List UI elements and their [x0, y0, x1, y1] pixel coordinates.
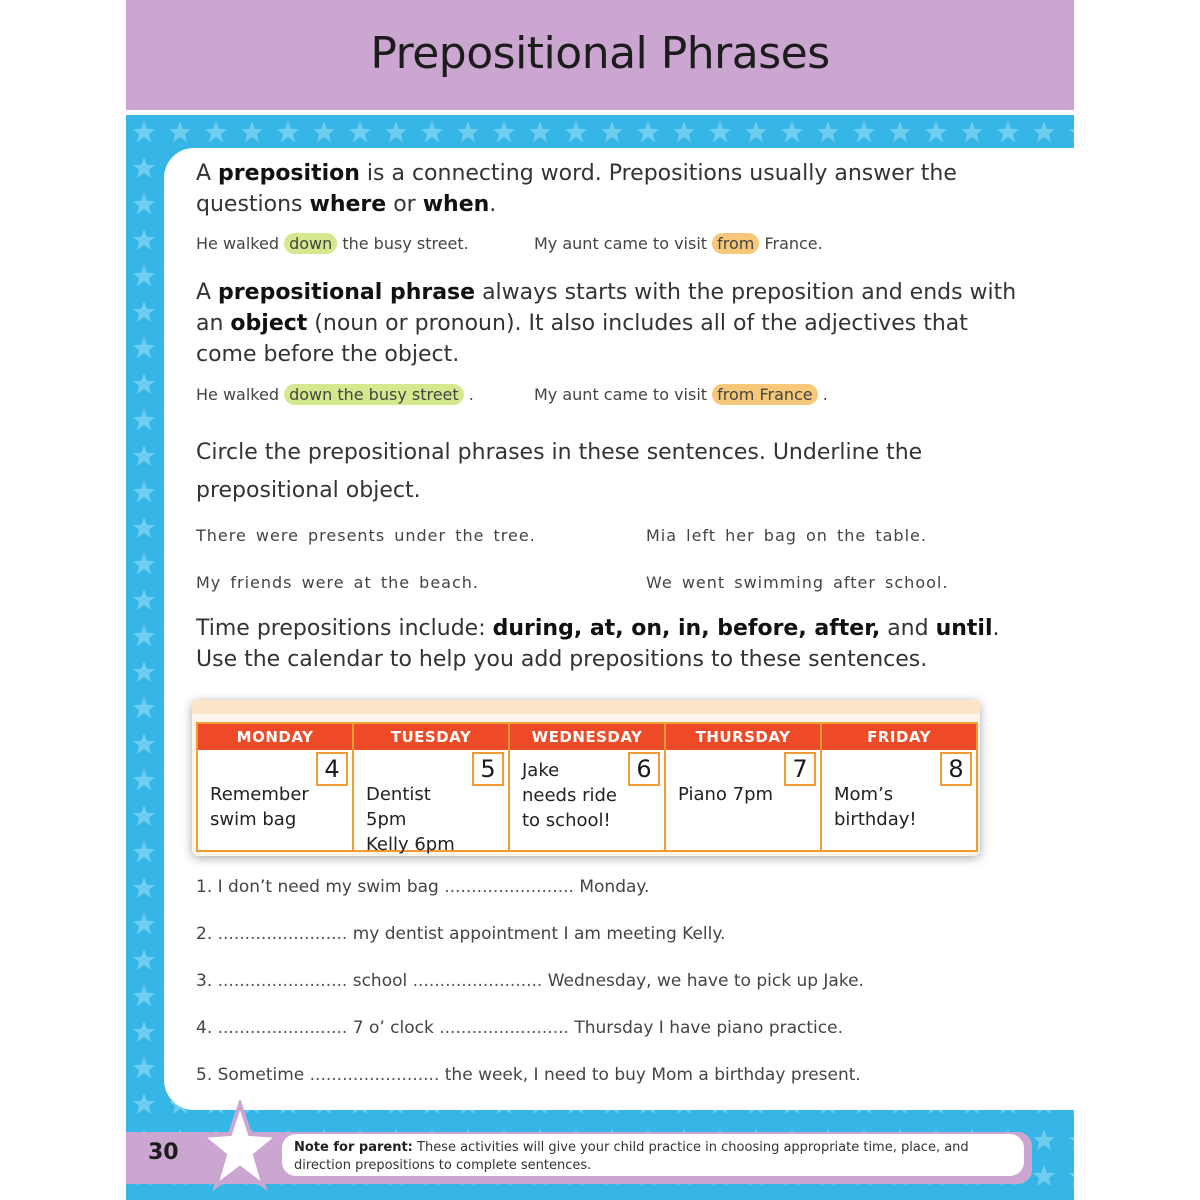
day-note [678, 782, 786, 807]
note-line: Kelly 6pm [366, 834, 455, 855]
text: He walked [196, 385, 285, 404]
text: France. [759, 234, 823, 253]
page-title: Prepositional Phrases [370, 28, 830, 79]
note-text: These activities will give your child practice in choosing appropriate time, place, and direction prepositions to complete sentences. [294, 1140, 969, 1173]
prepositional-phrase-definition [196, 277, 1026, 370]
exercise-1-instruction: Circle the prepositional phrases in these sentences. Underline the prepositional object. [196, 440, 923, 503]
answer-blank[interactable]: ........................ [217, 924, 348, 944]
day-name: TUESDAY [354, 724, 508, 750]
keyword-object: object [230, 311, 308, 336]
calendar-top-band [192, 700, 980, 714]
example-1b [534, 234, 823, 253]
time-prepositions: during, at, on, in, before, after, [492, 616, 881, 641]
text: . [992, 616, 1000, 641]
sentence-2: Mia left her bag on the table. [646, 526, 927, 545]
answer-blank[interactable]: ........................ [439, 1018, 569, 1038]
day-name: WEDNESDAY [510, 724, 664, 750]
text: . [489, 192, 497, 217]
example-2a [196, 385, 474, 404]
text: the week, I need to buy Mom a birthday present. [439, 1065, 861, 1085]
answer-blank[interactable]: ........................ [217, 1018, 348, 1038]
question-4 [196, 1018, 843, 1038]
text: my dentist appointment I am meeting Kelly. [347, 924, 726, 944]
text: My aunt came to visit [534, 385, 713, 404]
note-line: birthday! [834, 809, 917, 830]
calendar [196, 722, 978, 855]
calendar-day-wednesday [510, 724, 666, 850]
day-note [210, 782, 318, 832]
text: A [196, 280, 219, 305]
day-note [366, 782, 474, 857]
answer-blank[interactable]: ........................ [412, 971, 543, 991]
text: is a connecting word. Prepositions usually answer the questions [196, 161, 957, 217]
sentence-3: My friends were at the beach. [196, 573, 479, 592]
sentence-1: There were presents under the tree. [196, 526, 536, 545]
text: A [196, 161, 219, 186]
note-line: swim bag [210, 809, 297, 830]
text: Thursday I have piano practice. [568, 1018, 843, 1038]
time-preposition-until: until [935, 616, 993, 641]
day-name: FRIDAY [822, 724, 976, 750]
text: the busy street. [337, 234, 469, 253]
highlight-phrase: from France [712, 384, 818, 405]
answer-blank[interactable]: ........................ [309, 1065, 440, 1085]
text: and [880, 616, 936, 641]
text: Wednesday, we have to pick up Jake. [542, 971, 864, 991]
calendar-day-tuesday [354, 724, 510, 855]
text: (noun or pronoun). It also includes all of the adjectives that come before the object. [196, 311, 968, 367]
note-line: Piano 7pm [678, 784, 774, 805]
highlight-phrase: down the busy street [284, 384, 464, 405]
text: Monday. [573, 877, 650, 897]
highlight-preposition: down [284, 233, 337, 254]
day-note [522, 758, 630, 833]
day-number: 5 [472, 752, 504, 786]
note-line: Remember [210, 784, 309, 805]
keyword-where: where [309, 192, 387, 217]
day-note [834, 782, 942, 832]
note-line: to school! [522, 810, 611, 831]
question-1 [196, 877, 649, 897]
text: 2. [196, 924, 218, 944]
keyword-preposition: preposition [218, 161, 360, 186]
day-number: 8 [940, 752, 972, 786]
day-number: 7 [784, 752, 816, 786]
example-2b [534, 385, 828, 404]
note-line: needs ride [522, 785, 617, 806]
page-header [126, 0, 1074, 115]
sentence-4: We went swimming after school. [646, 573, 949, 592]
example-1a [196, 234, 469, 253]
question-2 [196, 924, 725, 944]
star-icon [202, 1100, 278, 1200]
calendar-day-thursday [666, 724, 822, 850]
text: always starts with the preposition and ends with an [196, 280, 1017, 336]
keyword-when: when [422, 192, 490, 217]
preposition-definition [196, 158, 1016, 220]
text: 7 o’ clock [347, 1018, 440, 1038]
text: My aunt came to visit [534, 234, 713, 253]
text: Time prepositions include: [196, 616, 493, 641]
question-5 [196, 1065, 861, 1085]
day-name: MONDAY [198, 724, 352, 750]
text: 4. [196, 1018, 218, 1038]
parent-note [282, 1134, 1024, 1176]
text: He walked [196, 234, 285, 253]
text: 3. [196, 971, 218, 991]
text: Use the calendar to help you add prepositions to these sentences. [196, 647, 928, 672]
highlight-preposition: from [712, 233, 759, 254]
text: . [463, 385, 474, 404]
question-3 [196, 971, 864, 991]
text: . [817, 385, 828, 404]
day-name: THURSDAY [666, 724, 820, 750]
note-line: Mom’s [834, 784, 894, 805]
answer-blank[interactable]: ........................ [444, 877, 574, 897]
day-number: 6 [628, 752, 660, 786]
note-label: Note for parent: [294, 1140, 413, 1155]
exercise-2-instruction [196, 613, 1036, 675]
keyword-prepositional-phrase: prepositional phrase [218, 280, 476, 305]
text: school [347, 971, 413, 991]
workbook-page [126, 0, 1074, 1200]
note-line: Jake [522, 760, 560, 781]
calendar-day-friday [822, 724, 976, 850]
calendar-day-monday [198, 724, 354, 850]
answer-blank[interactable]: ........................ [217, 971, 348, 991]
text: or [386, 192, 423, 217]
text: 1. I don’t need my swim bag [196, 877, 445, 897]
text: 5. Sometime [196, 1065, 310, 1085]
day-number: 4 [316, 752, 348, 786]
note-line: Dentist 5pm [366, 784, 431, 830]
page-number: 30 [148, 1140, 179, 1165]
